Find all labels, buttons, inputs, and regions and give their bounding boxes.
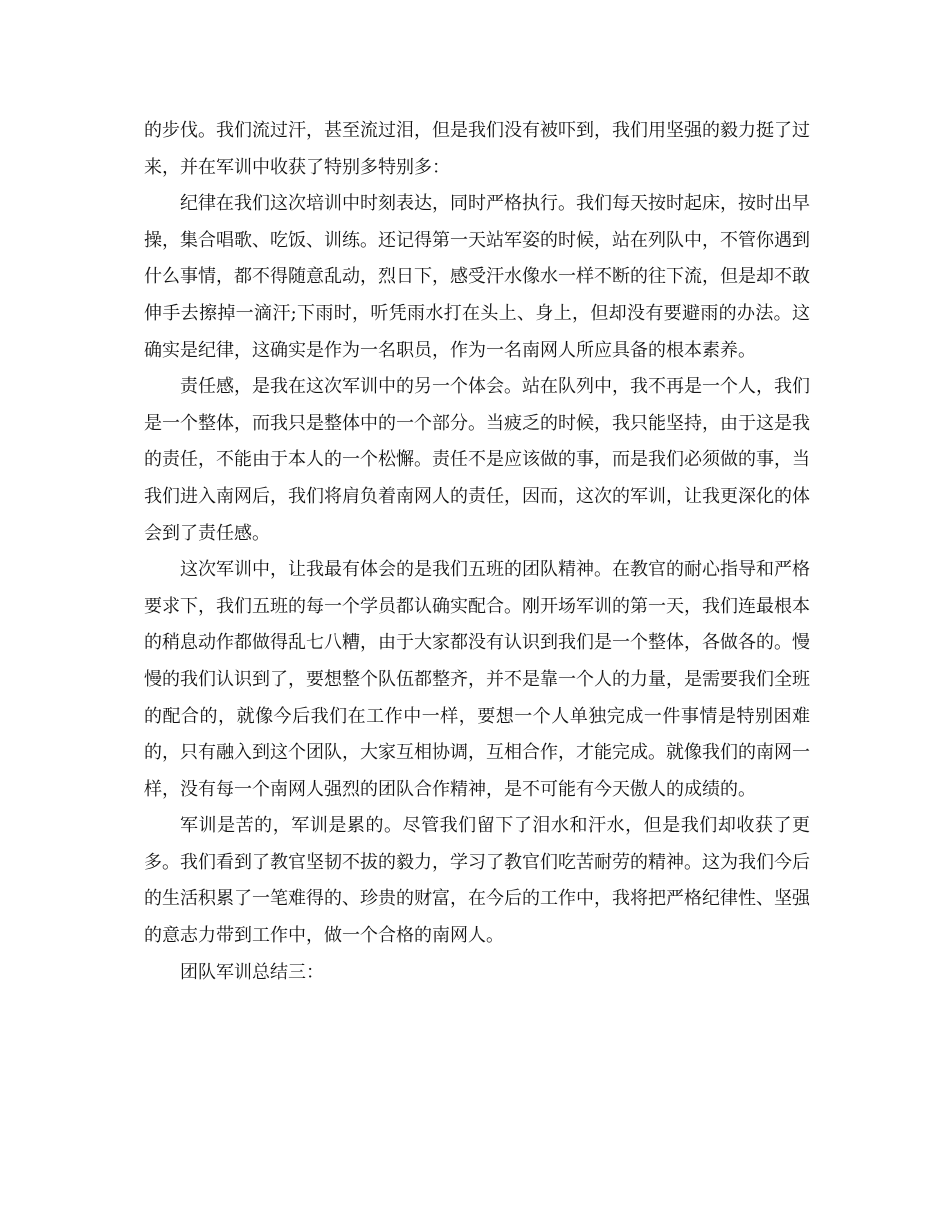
section-heading-summary-three: 团队军训总结三： bbox=[180, 961, 324, 983]
paragraph-conclusion: 军训是苦的，军训是累的。尽管我们留下了泪水和汗水，但是我们却收获了更多。我们看到了教官坚韧不拔的毅力，学习了教官们吃苦耐劳的精神。这为我们今后的生活积累了一笔难得的、珍贵的财富，在今后的工作中，我将把严格纪律性、坚强的意志力带到工作中，做一个合格的南网人。 bbox=[144, 815, 810, 947]
paragraph-team-spirit: 这次军训中，让我最有体会的是我们五班的团队精神。在教官的耐心指导和严格要求下，我们五班的每一个学员都认确实配合。刚开场军训的第一天，我们连最根本的稍息动作都做得乱七八糟，由于大家都没有认识到我们是一个整体，各做各的。慢慢的我们认识到了，要想整个队伍都整齐，并不是靠一个人的力量，是需要我们全班的配合的，就像今后我们在工作中一样，要想一个人单独完成一件事情是特别困难的，只有融入到这个团队，大家互相协调，互相合作，才能完成。就像我们的南网一样，没有每一个南网人强烈的团队合作精神，是不可能有今天傲人的成绩的。 bbox=[144, 559, 810, 800]
paragraph-continuation: 的步伐。我们流过汗，甚至流过泪，但是我们没有被吓到，我们用坚强的毅力挺了过来，并在军训中收获了特别多特别多： bbox=[144, 120, 810, 178]
paragraph-discipline: 纪律在我们这次培训中时刻表达，同时严格执行。我们每天按时起床，按时出早操，集合唱歌、吃饭、训练。还记得第一天站军姿的时候，站在列队中，不管你遇到什么事情，都不得随意乱动，烈日下，感受汗水像水一样不断的往下流，但是却不敢伸手去擦掉一滴汗;下雨时，听凭雨水打在头上、身上，但却没有要避雨的办法。这确实是纪律，这确实是作为一名职员，作为一名南网人所应具备的根本素养。 bbox=[144, 193, 810, 361]
paragraph-responsibility: 责任感，是我在这次军训中的另一个体会。站在队列中，我不再是一个人，我们是一个整体，而我只是整体中的一个部分。当疲乏的时候，我只能坚持，由于这是我的责任，不能由于本人的一个松懈。责任不是应该做的事，而是我们必须做的事，当我们进入南网后，我们将肩负着南网人的责任，因而，这次的军训，让我更深化的体会到了责任感。 bbox=[144, 376, 810, 544]
document-body bbox=[144, 113, 810, 991]
